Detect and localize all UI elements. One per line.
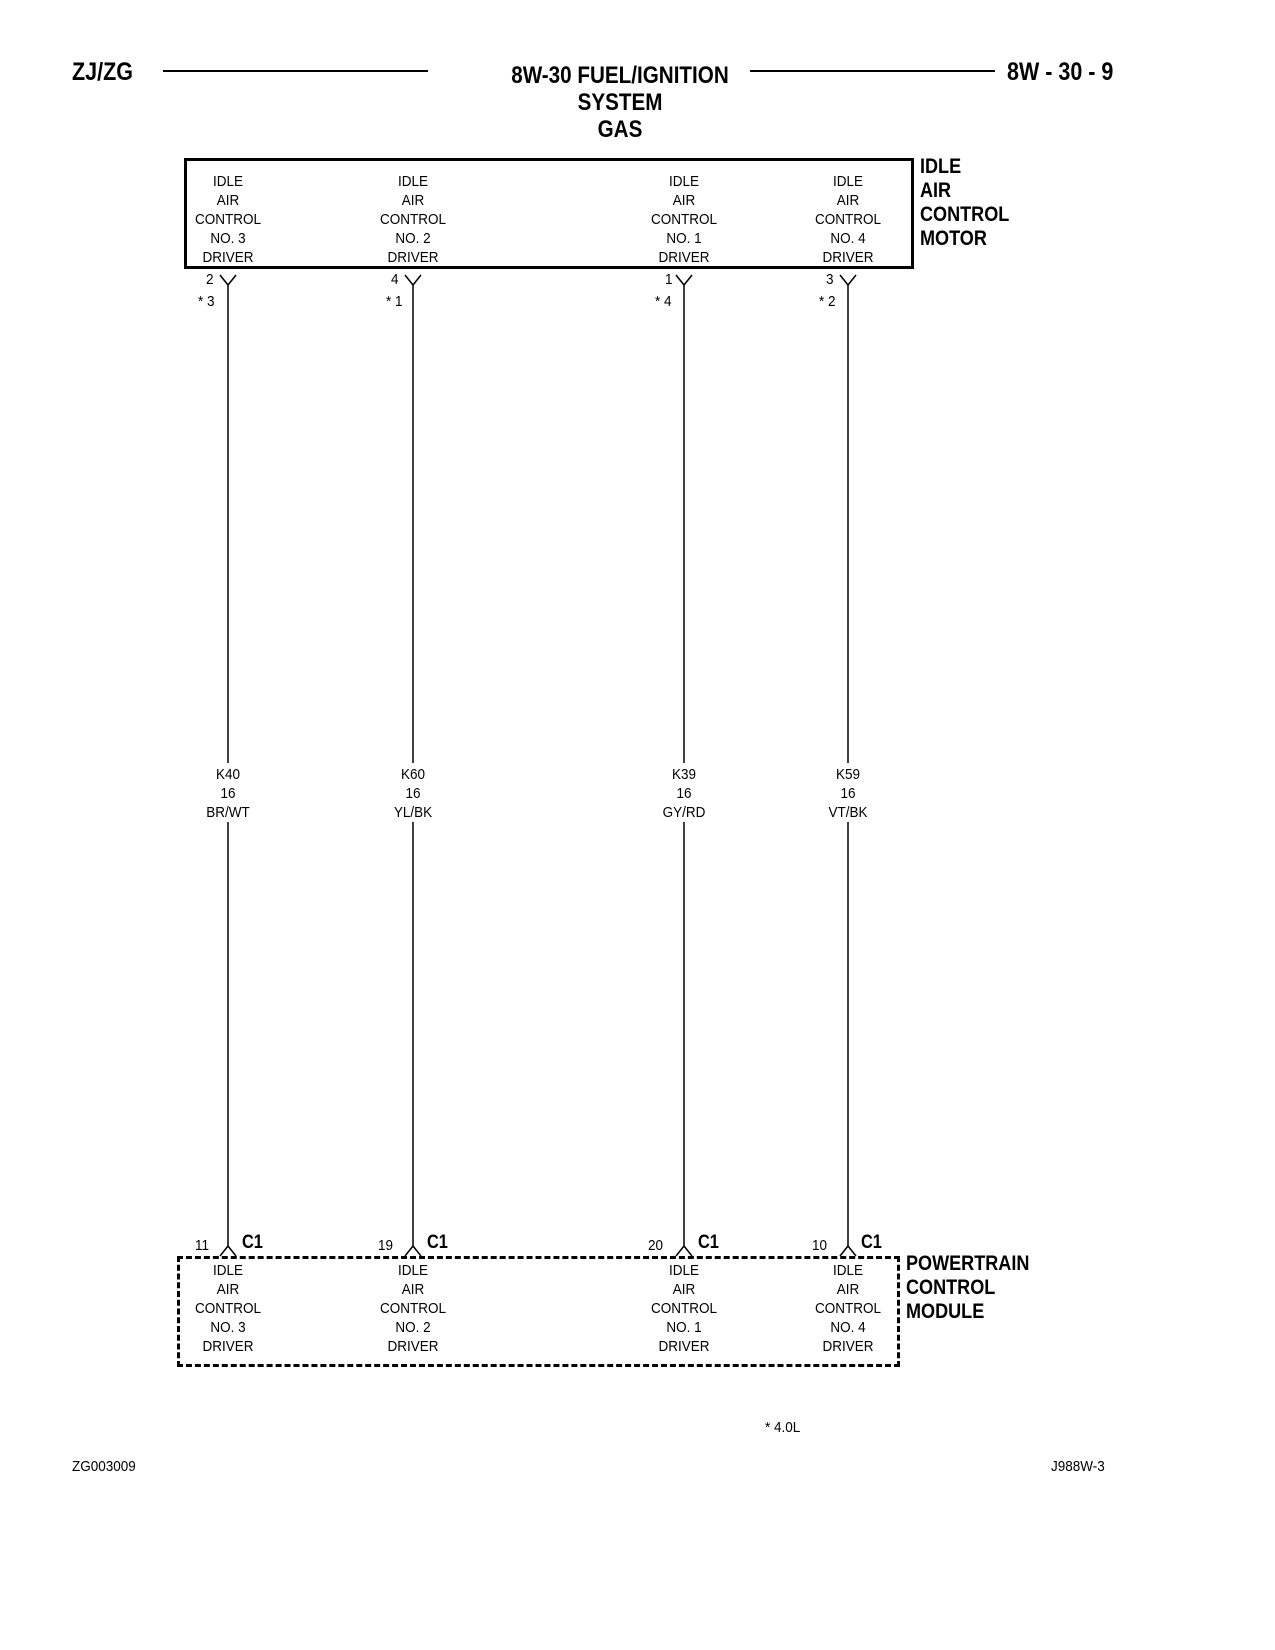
powertrain-control-module-name: POWERTRAIN CONTROL MODULE bbox=[906, 1252, 1030, 1323]
powertrain-control-module-box bbox=[177, 1256, 900, 1367]
iac-motor-pin-label-4: IDLE AIR CONTROL NO. 4 DRIVER bbox=[814, 173, 882, 266]
page-section-code: ZJ/ZG bbox=[72, 58, 133, 86]
iac-motor-pin-number: 2 bbox=[206, 271, 214, 288]
connector-male-symbol bbox=[676, 1246, 692, 1256]
footer-figure-id-right: J988W-3 bbox=[1051, 1458, 1105, 1475]
connector-female-symbol bbox=[840, 275, 856, 285]
pcm-pin-label-3: IDLE AIR CONTROL NO. 1 DRIVER bbox=[650, 1262, 718, 1355]
connector-female-symbol bbox=[405, 275, 421, 285]
footer-figure-id-left: ZG003009 bbox=[72, 1458, 136, 1475]
pcm-connector-id: C1 bbox=[861, 1232, 882, 1253]
idle-air-control-motor-name: IDLE AIR CONTROL MOTOR bbox=[920, 155, 1010, 250]
pcm-pin-number: 11 bbox=[195, 1237, 210, 1254]
connector-male-symbol bbox=[405, 1246, 421, 1256]
connector-male-symbol bbox=[840, 1246, 856, 1256]
pcm-connector-id: C1 bbox=[698, 1232, 719, 1253]
page-title-line1: 8W-30 FUEL/IGNITION SYSTEM bbox=[511, 62, 729, 116]
connector-female-symbol bbox=[220, 275, 236, 285]
iac-motor-pin-number: 1 bbox=[665, 271, 673, 288]
iac-motor-alt-pin: * 2 bbox=[819, 293, 836, 310]
connector-male-symbol bbox=[220, 1246, 236, 1256]
pcm-connector-id: C1 bbox=[427, 1232, 448, 1253]
iac-motor-pin-number: 4 bbox=[391, 271, 399, 288]
pcm-pin-number: 10 bbox=[812, 1237, 828, 1254]
page-title-line2: GAS bbox=[597, 116, 643, 143]
pcm-pin-label-4: IDLE AIR CONTROL NO. 4 DRIVER bbox=[814, 1262, 882, 1355]
iac-motor-pin-label-1: IDLE AIR CONTROL NO. 3 DRIVER bbox=[194, 173, 262, 266]
footnote: * 4.0L bbox=[765, 1419, 801, 1436]
iac-motor-pin-label-2: IDLE AIR CONTROL NO. 2 DRIVER bbox=[379, 173, 447, 266]
connector-female-symbol bbox=[676, 275, 692, 285]
pcm-pin-number: 20 bbox=[648, 1237, 664, 1254]
iac-motor-alt-pin: * 1 bbox=[386, 293, 403, 310]
iac-motor-pin-number: 3 bbox=[826, 271, 834, 288]
wire-label-k60: K60 16 YL/BK bbox=[393, 766, 433, 821]
wire-label-k59: K59 16 VT/BK bbox=[828, 766, 868, 821]
wire-label-k40: K40 16 BR/WT bbox=[206, 766, 250, 821]
wire-label-k39: K39 16 GY/RD bbox=[662, 766, 706, 821]
page-number: 8W - 30 - 9 bbox=[1007, 58, 1114, 86]
iac-motor-alt-pin: * 3 bbox=[198, 293, 215, 310]
iac-motor-alt-pin: * 4 bbox=[655, 293, 672, 310]
pcm-pin-label-1: IDLE AIR CONTROL NO. 3 DRIVER bbox=[194, 1262, 262, 1355]
pcm-pin-label-2: IDLE AIR CONTROL NO. 2 DRIVER bbox=[379, 1262, 447, 1355]
pcm-connector-id: C1 bbox=[242, 1232, 263, 1253]
pcm-pin-number: 19 bbox=[378, 1237, 394, 1254]
iac-motor-pin-label-3: IDLE AIR CONTROL NO. 1 DRIVER bbox=[650, 173, 718, 266]
